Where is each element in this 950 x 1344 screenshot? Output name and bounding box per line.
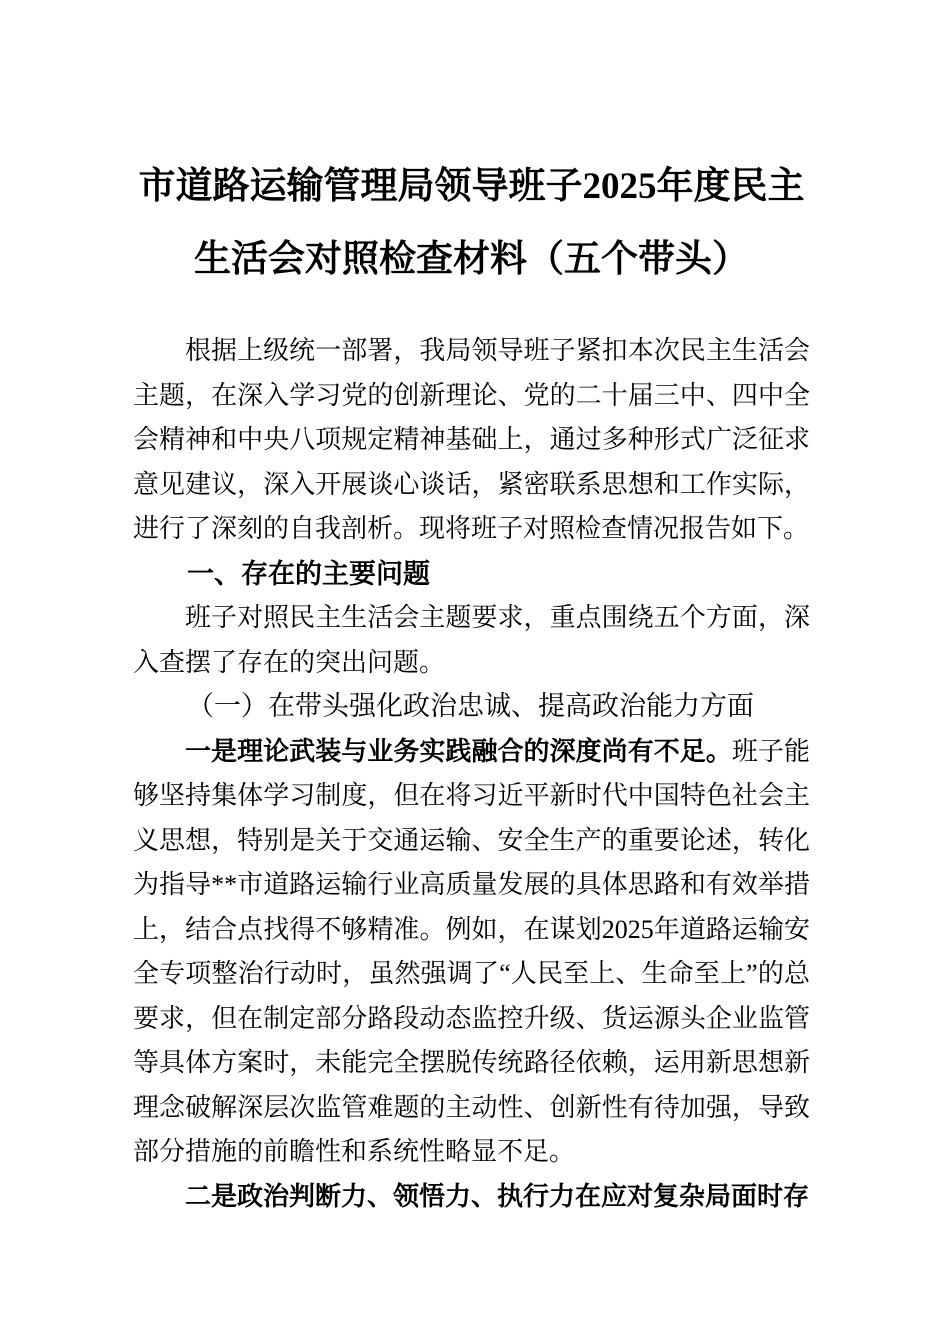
subsection1-heading: （一）在带头强化政治忠诚、提高政治能力方面 <box>187 691 754 722</box>
issue1-body-text: 班子能够坚持集体学习制度，但在将习近平新时代中国特色社会主义思想，特别是关于交通运输、安全生产的重要论述，转化为指导**市道路运输行业高质量发展的具体思路和有效举措上，结合点找得不够精准。例如，在谋划2025年道路运输安全专项整治行动时，虽然强调了“人民至上、生命至上”的总要求，但在制定部分路段动态监控升级、货运源头企业监管等具体方案时，未能完全摆脱传统路径依赖，运用新思想新理念破解深层次监管难题的主动性、创新性有待加强，导致部分措施的前瞻性和系统性略显不足。 <box>133 736 810 1166</box>
issue1-lead-text: 一是理论武装与业务实践融合的深度尚有不足。 <box>185 736 732 766</box>
document-content <box>133 0 810 1219</box>
intro-paragraph: 根据上级统一部署，我局领导班子紧扣本次民主生活会主题，在深入学习党的创新理论、党的二十届三中、四中全会精神和中央八项规定精神基础上，通过多种形式广泛征求意见建议，深入开展谈心谈话，紧密联系思想和工作实际，进行了深刻的自我剖析。现将班子对照检查情况报告如下。 <box>133 336 810 543</box>
issue2-paragraph <box>133 1175 810 1220</box>
issue1-paragraph <box>133 730 810 1175</box>
section1-heading: 一、存在的主要问题 <box>187 558 430 589</box>
document-title: 市道路运输管理局领导班子2025年度民主生活会对照检查材料（五个带头） <box>138 166 805 280</box>
section1-intro-paragraph: 班子对照民主生活会主题要求，重点围绕五个方面，深入查摆了存在的突出问题。 <box>133 603 810 677</box>
issue2-lead-text: 二是政治判断力、领悟力、执行力在应对复杂局面时存 <box>185 1181 810 1211</box>
